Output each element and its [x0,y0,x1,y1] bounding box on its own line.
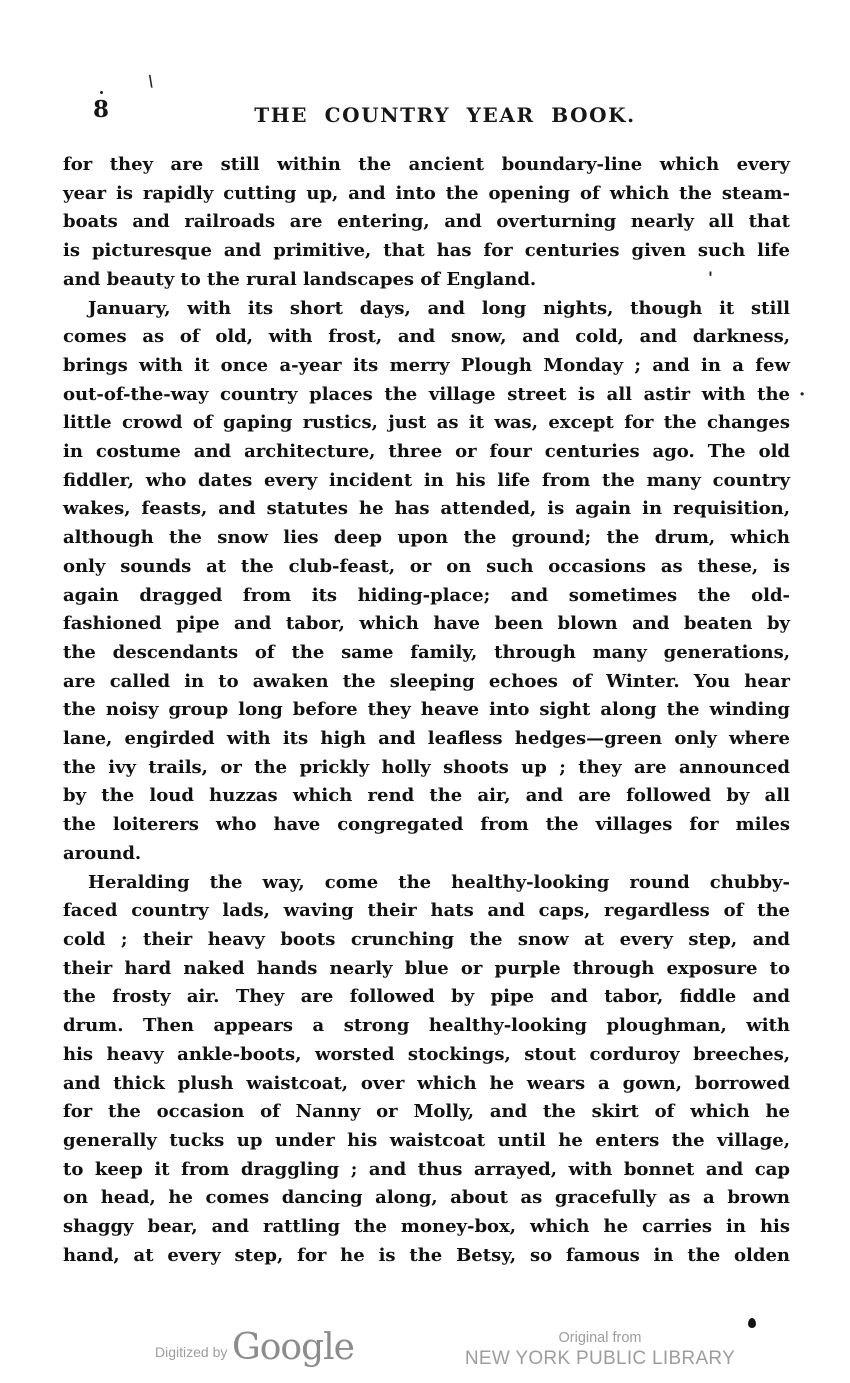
page-body [63,151,790,1270]
text-line: January, with its short days, and long nights, though it still [88,297,790,319]
library-name: NEW YORK PUBLIC LIBRARY [464,1348,736,1369]
paragraph [63,151,790,295]
text-line: year is rapidly cutting up, and into the opening of which the steam- [63,182,790,204]
scan-speck: \ [146,71,155,91]
text-line: generally tucks up under his waistcoat until he enters the village, [63,1129,790,1151]
text-line: boats and railroads are entering, and overturning nearly all that [63,211,790,233]
text-line: to keep it from draggling ; and thus arrayed, with bonnet and cap [63,1158,790,1180]
running-title: THE COUNTRY YEAR BOOK. [254,103,636,127]
text-line: are called in to awaken the sleeping echoes of Winter. You hear [63,670,790,692]
text-line: is picturesque and primitive, that has for centuries given such life [63,240,790,262]
text-line: lane, engirded with its high and leafless hedges—green only where [63,728,790,750]
text-line: although the snow lies deep upon the ground; the drum, which [63,527,790,549]
text-line: out-of-the-way country places the village street is all astir with the [63,383,790,405]
text-line: in costume and architecture, three or four centuries ago. The old [63,441,790,463]
text-line: the frosty air. They are followed by pipe and tabor, fiddle and [63,986,790,1008]
text-line: comes as of old, with frost, and snow, and cold, and darkness, [63,326,790,348]
text-line: on head, he comes dancing along, about as gracefully as a brown [63,1187,790,1209]
scan-speck: · [799,384,806,405]
text-line: the loiterers who have congregated from the villages for miles [63,814,790,836]
text-line: cold ; their heavy boots crunching the snow at every step, and [63,928,790,950]
text-line: only sounds at the club-feast, or on such occasions as these, is [63,555,790,577]
text-line: his heavy ankle-boots, worsted stockings, stout corduroy breeches, [63,1043,790,1065]
text-line: again dragged from its hiding-place; and sometimes the old- [63,584,790,606]
text-line: and beauty to the rural landscapes of England. [63,268,537,290]
text-line: faced country lads, waving their hats and caps, regardless of the [63,900,790,922]
page-number: 8 [93,96,110,123]
text-line: around. [63,842,142,864]
text-line: fashioned pipe and tabor, which have been blown and beaten by [63,613,790,635]
text-line: little crowd of gaping rustics, just as it was, except for the changes [63,412,790,434]
scan-speck: ' [708,268,713,287]
text-line: the ivy trails, or the prickly holly shoots up ; they are announced [63,756,790,778]
google-logo: Google [232,1327,354,1368]
text-line: wakes, feasts, and statutes he has attended, is again in requisition, [63,498,790,520]
text-line: hand, at every step, for he is the Betsy, so famous in the olden [63,1244,790,1266]
digitized-by-label: Digitized by [155,1344,228,1360]
paragraph [63,295,790,869]
paragraph [63,869,790,1271]
text-line: the descendants of the same family, through many generations, [63,641,790,663]
scan-speck [100,91,103,94]
text-line: for the occasion of Nanny or Molly, and the skirt of which he [63,1101,790,1123]
text-line: the noisy group long before they heave into sight along the winding [63,699,790,721]
text-line: and thick plush waistcoat, over which he wears a gown, borrowed [63,1072,790,1094]
original-from-label: Original from [558,1330,642,1346]
scan-speck [748,1318,756,1328]
text-line: brings with it once a-year its merry Plough Monday ; and in a few [63,354,790,376]
text-line: by the loud huzzas which rend the air, and are followed by all [63,785,790,807]
text-line: drum. Then appears a strong healthy-looking ploughman, with [63,1015,790,1037]
text-line: shaggy bear, and rattling the money-box, which he carries in his [63,1216,790,1238]
text-line: their hard naked hands nearly blue or purple through exposure to [63,957,790,979]
text-line: fiddler, who dates every incident in his life from the many country [63,469,790,491]
text-line: for they are still within the ancient boundary-line which every [63,154,790,175]
text-line: Heralding the way, come the healthy-looking round chubby- [88,871,790,893]
